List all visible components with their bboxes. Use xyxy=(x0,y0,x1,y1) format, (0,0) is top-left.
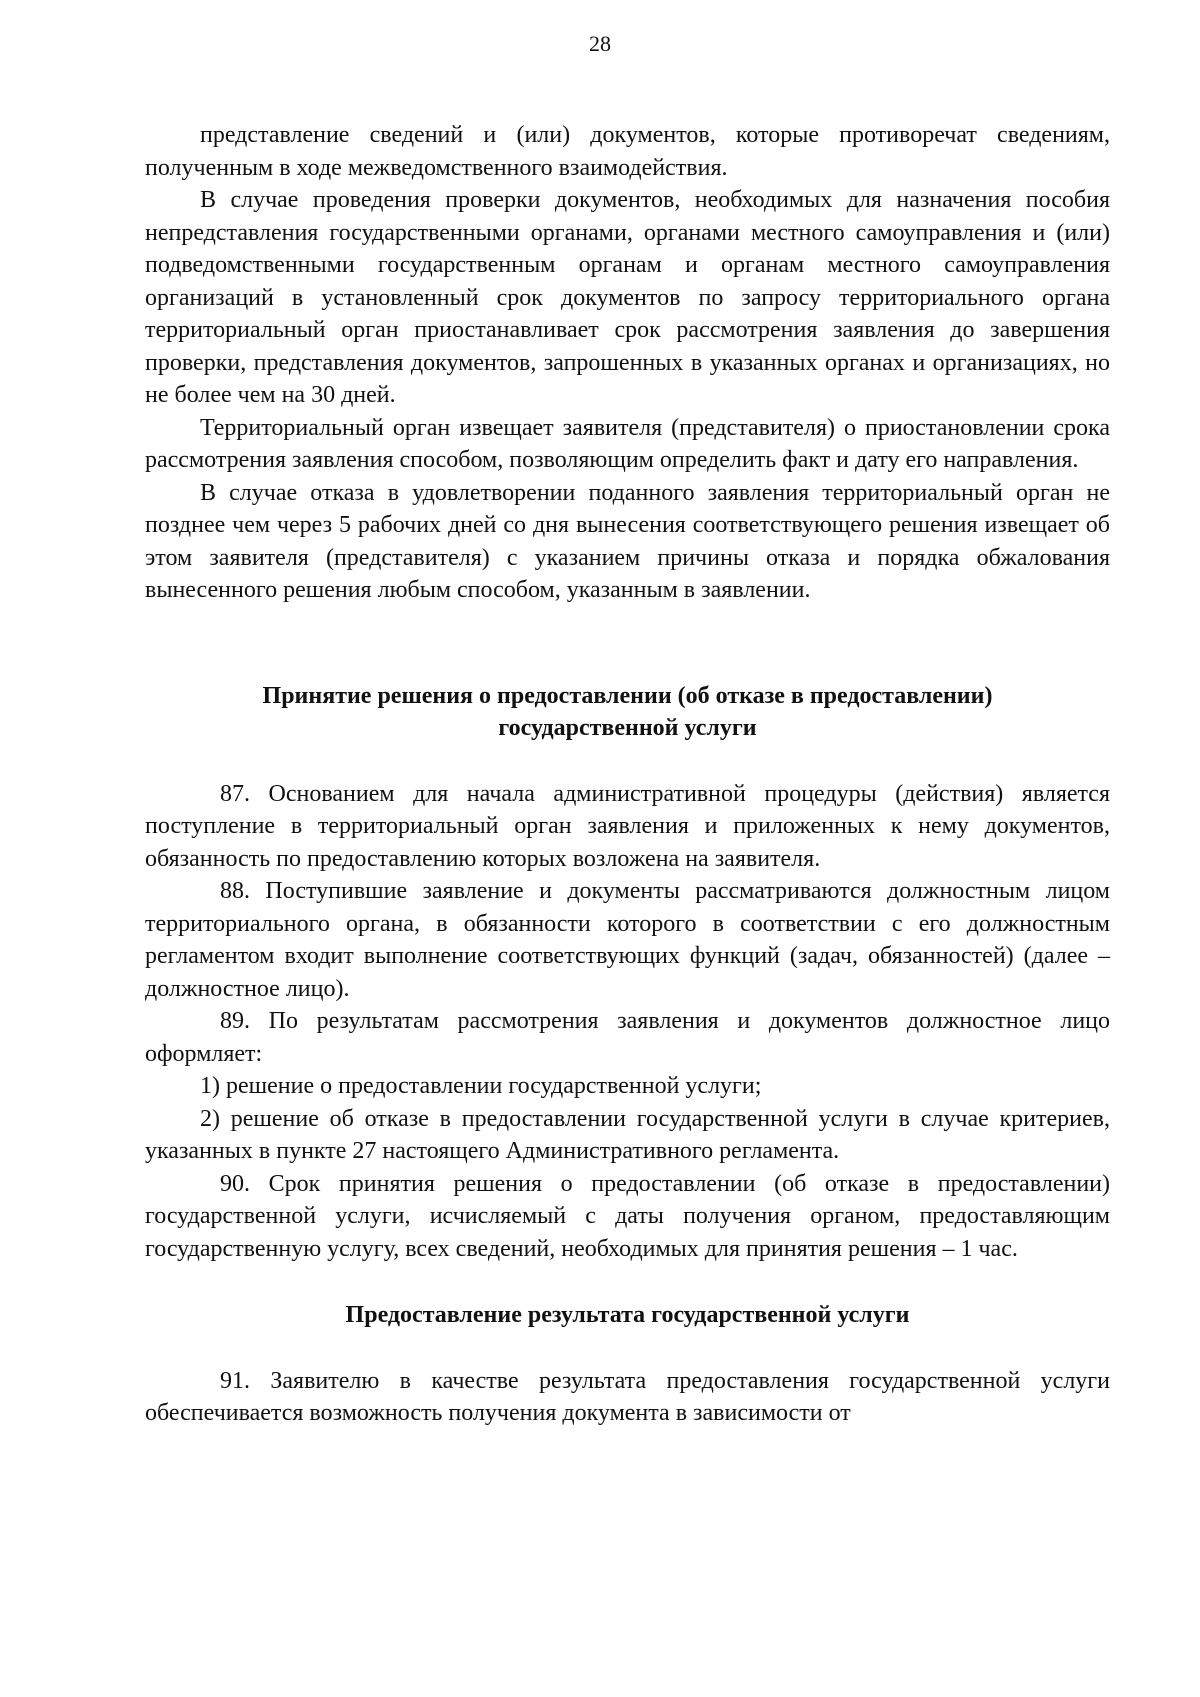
paragraph-88: 88. Поступившие заявление и документы рассматриваются должностным лицом территориального органа, в обязанности которого в соответствии с его должностным регламентом входит выполнение соответствующих функций (задач, обязанностей) (далее – должностное лицо). xyxy=(145,878,1110,1002)
paragraph: В случае проведения проверки документов, необходимых для назначения пособия непредставления государственными органами, органами местного самоуправления и (или) подведомственными государственным органам и органам местного самоуправления организаций в установленный срок документов по запросу территориального органа территориальный орган приостанавливает срок рассмотрения заявления до завершения проверки, представления документов, запрошенных в указанных органах и организациях, но не более чем на 30 дней. xyxy=(145,187,1110,408)
page-number: 28 xyxy=(589,31,611,56)
section-heading-result: Предоставление результата государственной услуги xyxy=(345,1302,910,1328)
document-body xyxy=(145,119,1110,1430)
paragraph: Территориальный орган извещает заявителя (представителя) о приостановлении срока рассмотрения заявления способом, позволяющим определить факт и дату его направления. xyxy=(145,414,1110,473)
paragraph-87: 87. Основанием для начала административной процедуры (действия) является поступление в территориальный орган заявления и приложенных к нему документов, обязанность по предоставлению которых возложена на заявителя. xyxy=(145,780,1110,872)
paragraph: В случае отказа в удовлетворении поданного заявления территориальный орган не позднее чем через 5 рабочих дней со дня вынесения соответствующего решения извещает об этом заявителя (представителя) с указанием причины отказа и порядка обжалования вынесенного решения любым способом, указанным в заявлении. xyxy=(145,479,1110,603)
paragraph-91: 91. Заявителю в качестве результата предоставления государственной услуги обеспечивается возможность получения документа в зависимости от xyxy=(145,1367,1110,1426)
list-item-2: 2) решение об отказе в предоставлении государственной услуги в случае критериев, указанных в пункте 27 настоящего Административного регламента. xyxy=(145,1105,1110,1164)
paragraph: представление сведений и (или) документов, которые противоречат сведениям, полученным в ходе межведомственного взаимодействия. xyxy=(145,122,1110,181)
section-heading-line: государственной услуги xyxy=(498,715,757,741)
section-heading-line: Принятие решения о предоставлении (об отказе в предоставлении) xyxy=(262,682,993,709)
paragraph-90: 90. Срок принятия решения о предоставлении (об отказе в предоставлении) государственной услуги, исчисляемый с даты получения органом, предоставляющим государственную услугу, всех сведений, необходимых для принятия решения – 1 час. xyxy=(145,1170,1110,1262)
paragraph-89: 89. По результатам рассмотрения заявления и документов должностное лицо оформляет: xyxy=(145,1008,1110,1067)
section-heading-decision xyxy=(145,680,1110,745)
list-item-1: 1) решение о предоставлении государственной услуги; xyxy=(200,1073,762,1099)
